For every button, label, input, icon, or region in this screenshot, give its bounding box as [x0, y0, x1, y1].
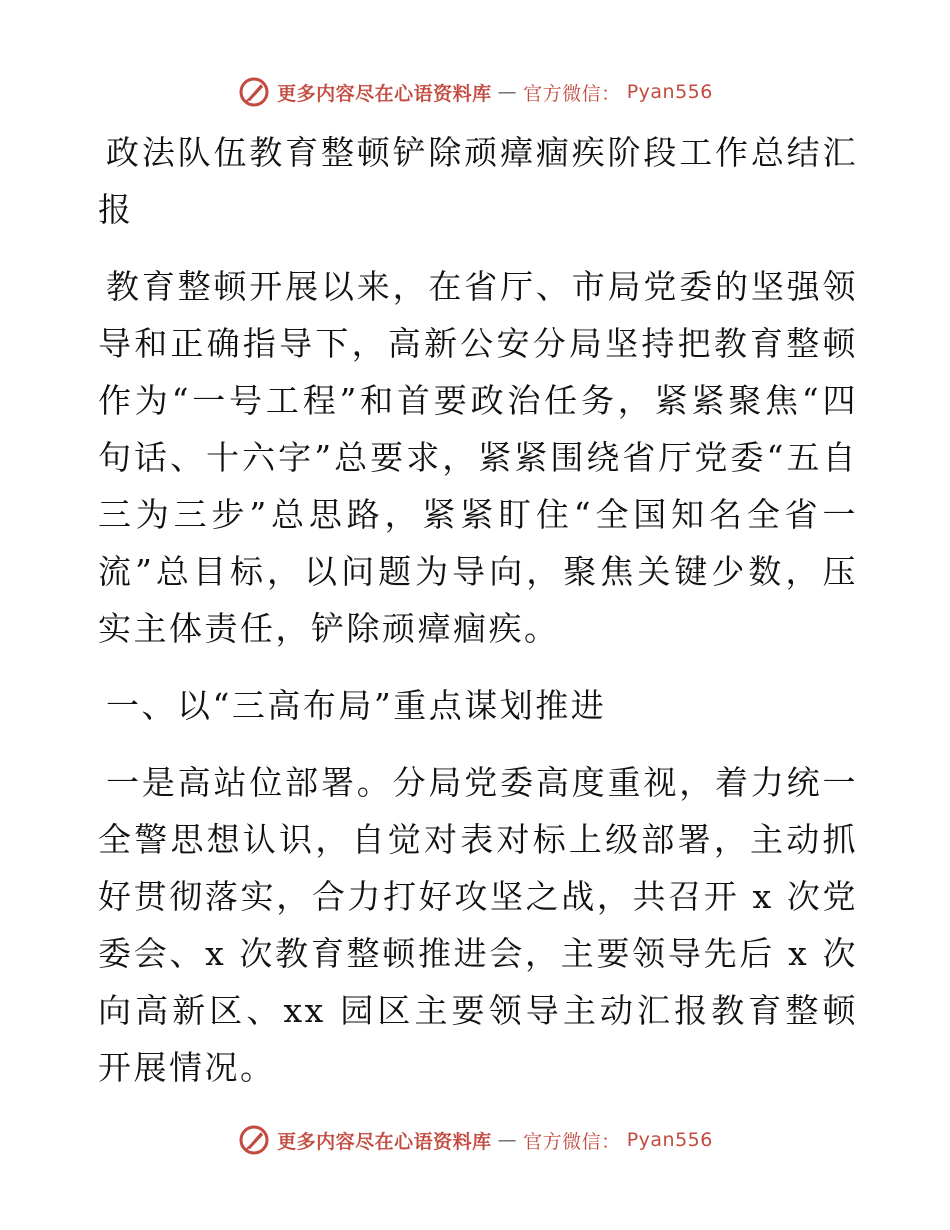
- watermark-main-text: 更多内容尽在心语资料库: [277, 1130, 492, 1153]
- section1-paragraph1: 一是高站位部署。分局党委高度重视，着力统一全警思想认识，自觉对表对标上级部署，主动抓好贯彻落实，合力打好攻坚之战，共召开 x 次党委会、x 次教育整顿推进会，主要领导先后 x 次向高新区、xx 园区主要领导主动汇报教育整顿开展情况。: [98, 763, 858, 1087]
- watermark-wechat-id: Pyan556: [626, 1129, 713, 1151]
- document-title: 政法队伍教育整顿铲除顽瘴痼疾阶段工作总结汇报: [98, 133, 858, 229]
- intro-paragraph: 教育整顿开展以来，在省厅、市局党委的坚强领导和正确指导下，高新公安分局坚持把教育整顿作为“一号工程”和首要政治任务，紧紧聚焦“四句话、十六字”总要求，紧紧围绕省厅党委“五自三为三步”总思路，紧紧盯住“全国知名全省一流”总目标，以问题为导向，聚焦关键少数，压实主体责任，铲除顽瘴痼疾。: [98, 267, 858, 648]
- watermark-separator: —: [497, 81, 518, 103]
- quill-circle-icon: [237, 1123, 271, 1157]
- watermark-separator: —: [497, 1129, 518, 1151]
- watermark-wechat-prefix: 官方微信：: [523, 1130, 621, 1153]
- section1-heading: 一、以“三高布局”重点谋划推进: [106, 686, 607, 725]
- header-watermark: [0, 72, 950, 112]
- document-body: [98, 124, 858, 1096]
- quill-circle-icon: [237, 75, 271, 109]
- watermark-wechat-prefix: 官方微信：: [523, 82, 621, 105]
- footer-watermark: [0, 1120, 950, 1160]
- watermark-wechat-id: Pyan556: [626, 81, 713, 103]
- watermark-main-text: 更多内容尽在心语资料库: [277, 82, 492, 105]
